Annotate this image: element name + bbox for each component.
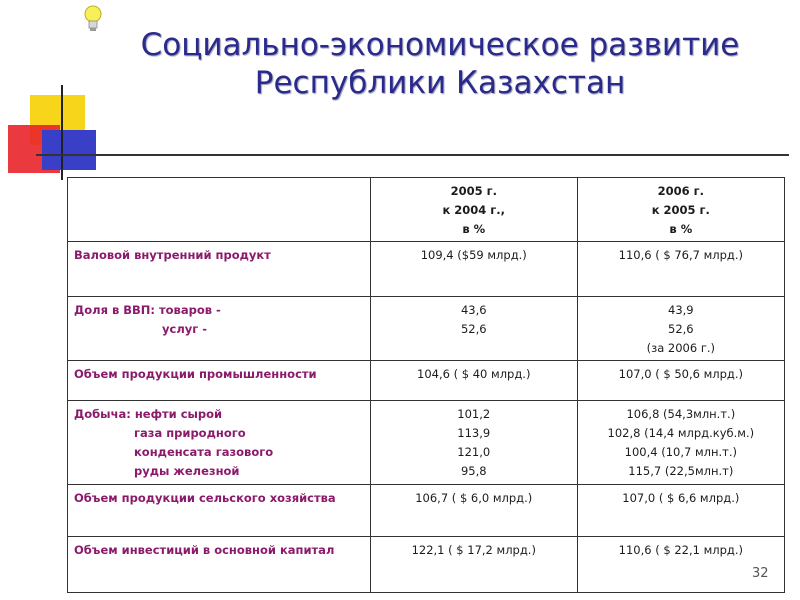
economic-indicators-table xyxy=(67,177,785,593)
table-row xyxy=(68,401,785,485)
cell-line: Добыча: нефти сырой xyxy=(74,407,223,421)
cell-line: 121,0 xyxy=(457,445,491,459)
row-label-cell xyxy=(68,537,371,593)
value-2005-cell xyxy=(370,242,577,297)
cell-line: 107,0 ( $ 50,6 млрд.) xyxy=(618,367,744,381)
header-line: к 2004 г., xyxy=(442,203,506,217)
cell-line: (за 2006 г.) xyxy=(646,341,716,355)
lightbulb-icon xyxy=(82,4,104,34)
cell-line: 52,6 xyxy=(460,322,487,336)
cell-line: 102,8 (14,4 млрд.куб.м.) xyxy=(607,426,755,440)
cell-line: 113,9 xyxy=(457,426,491,440)
row-label-cell xyxy=(68,361,371,401)
header-line: в % xyxy=(462,222,486,236)
row-label-cell xyxy=(68,242,371,297)
cell-line: 109,4 ($59 млрд.) xyxy=(420,248,527,262)
title-line-2: Республики Казахстан xyxy=(254,65,626,101)
cell-line: 122,1 ( $ 17,2 млрд.) xyxy=(411,543,536,557)
row-label-cell xyxy=(68,401,371,485)
value-2005-cell xyxy=(370,537,577,593)
table-header-row xyxy=(68,178,785,242)
cell-line: Объем продукции промышленности xyxy=(74,367,317,381)
value-2006-cell xyxy=(577,242,784,297)
cell-line: 115,7 (22,5млн.т) xyxy=(628,464,734,478)
cell-line: конденсата газового xyxy=(134,445,274,459)
title-line-1: Социально-экономическое развитие xyxy=(140,27,740,63)
value-2005-cell xyxy=(370,361,577,401)
cell-line: 110,6 ( $ 22,1 млрд.) xyxy=(618,543,744,557)
cell-line: 106,8 (54,3млн.т.) xyxy=(626,407,736,421)
value-2005-cell xyxy=(370,297,577,361)
cell-line: 106,7 ( $ 6,0 млрд.) xyxy=(415,491,533,505)
cell-line: Объем продукции сельского хозяйства xyxy=(74,491,336,505)
table-row xyxy=(68,297,785,361)
header-cell-2 xyxy=(577,178,784,242)
value-2006-cell xyxy=(577,361,784,401)
cell-line: 95,8 xyxy=(460,464,487,478)
header-line: в % xyxy=(669,222,693,236)
cell-line: 110,6 ( $ 76,7 млрд.) xyxy=(618,248,744,262)
decorative-squares xyxy=(0,80,120,180)
cell-line: 101,2 xyxy=(457,407,491,421)
table-row xyxy=(68,485,785,537)
cell-line: 107,0 ( $ 6,6 млрд.) xyxy=(622,491,740,505)
value-2006-cell xyxy=(577,485,784,537)
cell-line: 43,9 xyxy=(668,303,694,317)
cell-line: 100,4 (10,7 млн.т.) xyxy=(624,445,738,459)
cell-line: услуг - xyxy=(162,322,208,336)
cell-line: 52,6 xyxy=(668,322,694,336)
cell-line: руды железной xyxy=(134,464,240,478)
cell-line: Валовой внутренний продукт xyxy=(74,248,271,262)
value-2005-cell xyxy=(370,485,577,537)
value-2006-cell xyxy=(577,537,784,593)
header-cell-0 xyxy=(68,178,371,242)
slide-title xyxy=(120,26,760,102)
cell-line: Объем инвестиций в основной капитал xyxy=(74,543,335,557)
row-label-cell xyxy=(68,297,371,361)
header-line: к 2005 г. xyxy=(651,203,710,217)
table-row xyxy=(68,361,785,401)
header-line: 2005 г. xyxy=(450,184,497,198)
value-2006-cell xyxy=(577,401,784,485)
value-2005-cell xyxy=(370,401,577,485)
header-line: 2006 г. xyxy=(657,184,705,198)
cell-line: 43,6 xyxy=(460,303,487,317)
cell-line: Доля в ВВП: товаров - xyxy=(74,303,221,317)
cell-line: 104,6 ( $ 40 млрд.) xyxy=(417,367,531,381)
table-row xyxy=(68,537,785,593)
cell-line: газа природного xyxy=(134,426,246,440)
table-row xyxy=(68,242,785,297)
divider-line xyxy=(36,154,789,156)
value-2006-cell xyxy=(577,297,784,361)
page-number: 32 xyxy=(752,566,769,581)
header-cell-1 xyxy=(370,178,577,242)
row-label-cell xyxy=(68,485,371,537)
